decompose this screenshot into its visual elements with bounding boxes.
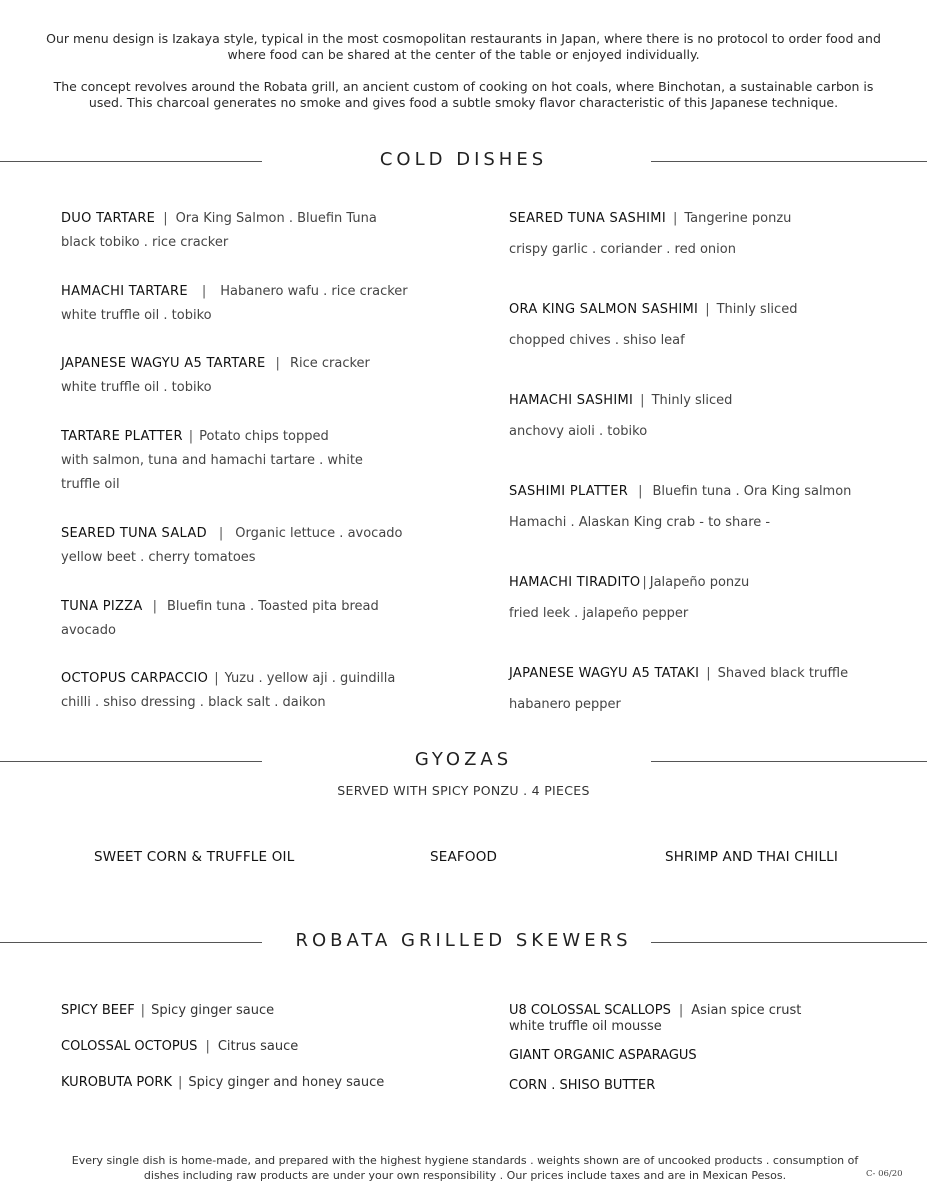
separator: | [163,211,168,226]
menu-item-hamachi-tiradito [509,571,889,626]
gyoza-item-shrimp: SHRIMP AND THAI CHILLI [665,849,839,865]
separator: | [177,1075,183,1090]
item-name: HAMACHI TARTARE [61,284,188,299]
item-name: SPICY BEEF [61,1003,135,1018]
item-name: HAMACHI SASHIMI [509,393,634,408]
item-name: CORN . SHISO BUTTER [509,1078,656,1093]
menu-item-duo-tartare [61,207,421,255]
item-name: U8 COLOSSAL SCALLOPS [509,1003,671,1018]
item-desc: Jalapeño ponzu [649,575,750,590]
menu-item-hamachi-tartare [61,280,421,328]
item-name: DUO TARTARE [61,211,156,226]
separator: | [275,356,280,371]
robata-title: ROBATA GRILLED SKEWERS [295,930,632,951]
cold-dishes-header [0,149,927,191]
item-name: SEARED TUNA SASHIMI [509,211,666,226]
separator: | [706,666,711,681]
item-name: KUROBUTA PORK [61,1075,172,1090]
item-desc: Spicy ginger sauce [151,1003,275,1018]
item-desc-line2: anchovy aioli . tobiko [509,424,648,439]
skewer-giant-asparagus [509,1048,697,1064]
item-desc: Citrus sauce [217,1039,299,1054]
menu-item-tuna-pizza [61,595,421,643]
menu-item-ora-king-salmon-sashimi [509,298,889,353]
divider-right [651,761,927,762]
item-desc-line2: white truffle oil mousse [509,1019,662,1034]
skewer-colossal-scallops [509,1003,801,1035]
skewer-corn-shiso-butter [509,1078,655,1094]
item-desc: Habanero wafu . rice cracker [220,284,408,299]
skewer-spicy-beef [61,1003,274,1019]
item-desc: Potato chips topped [199,429,329,444]
item-desc: Asian spice crust [691,1003,802,1018]
item-desc: Ora King Salmon . Bluefin Tuna [175,211,377,226]
item-desc: Organic lettuce . avocado [235,526,403,541]
item-name: ORA KING SALMON SASHIMI [509,302,699,317]
menu-code: C- 06/20 [866,1169,903,1179]
item-name: SASHIMI PLATTER [509,484,629,499]
skewer-colossal-octopus [61,1039,298,1055]
item-desc-line2: with salmon, tuna and hamachi tartare . white truffle oil [61,453,363,492]
item-name: JAPANESE WAGYU A5 TARTARE [61,356,266,371]
item-desc-line2: crispy garlic . coriander . red onion [509,242,736,257]
separator: | [201,284,207,299]
gyoza-item-sweet-corn: SWEET CORN & TRUFFLE OIL [94,849,295,865]
separator: | [642,575,647,590]
item-desc: Shaved black truffle [717,666,849,681]
item-name: TARTARE PLATTER [61,429,183,444]
menu-item-sashimi-platter [509,480,889,535]
item-desc-line2: Hamachi . Alaskan King crab - to share - [509,515,771,530]
item-name: SEARED TUNA SALAD [61,526,207,541]
item-desc: Spicy ginger and honey sauce [188,1075,385,1090]
item-desc-line2: white truffle oil . tobiko [61,308,212,323]
item-desc-line2: black tobiko . rice cracker [61,235,229,250]
intro-paragraph-2: The concept revolves around the Robata grill, an ancient custom of cooking on hot coals, where Binchotan, a sustainable carbon is used. This charcoal generates no smoke and gives food a subtle smoky flavor characteristic of this Japanese technique. [53,79,874,110]
menu-item-wagyu-tartare [61,352,421,400]
item-name: HAMACHI TIRADITO [509,575,641,590]
item-desc-line2: chilli . shiso dressing . black salt . daikon [61,695,326,710]
item-desc: Bluefin tuna . Ora King salmon [652,484,852,499]
skewer-kurobuta-pork [61,1075,384,1091]
cold-dishes-title: COLD DISHES [379,149,548,170]
separator: | [152,599,157,614]
separator: | [640,393,645,408]
item-desc: Thinly sliced [716,302,798,317]
separator: | [140,1003,146,1018]
item-desc-line2: avocado [61,623,116,638]
divider-right [651,161,927,162]
separator: | [214,671,219,686]
menu-item-hamachi-sashimi [509,389,889,444]
intro-text [40,31,887,111]
item-name: OCTOPUS CARPACCIO [61,671,209,686]
item-desc-line2: yellow beet . cherry tomatoes [61,550,256,565]
item-desc: Rice cracker [289,356,370,371]
menu-item-seared-tuna-sashimi [509,207,889,262]
item-name: TUNA PIZZA [61,599,143,614]
item-desc: Thinly sliced [651,393,733,408]
footer-disclaimer: Every single dish is home-made, and prepared with the highest hygiene standards . weights shown are of uncooked products . consumption of dishes including raw products are under your own responsibility . Our prices include taxes and are in Mexican Pesos. [71,1154,859,1182]
separator: | [188,429,194,444]
item-desc: Yuzu . yellow aji . guindilla [224,671,396,686]
intro-paragraph-1: Our menu design is Izakaya style, typical in the most cosmopolitan restaurants in Japan, where there is no protocol to order food and where food can be shared at the center of the table or enjoyed individually. [46,31,881,62]
separator: | [205,1039,210,1054]
item-desc: Bluefin tuna . Toasted pita bread [166,599,379,614]
item-name: GIANT ORGANIC ASPARAGUS [509,1048,697,1063]
separator: | [218,526,224,541]
item-desc-line2: chopped chives . shiso leaf [509,333,685,348]
item-desc-line2: habanero pepper [509,697,621,712]
item-name: COLOSSAL OCTOPUS [61,1039,198,1054]
item-desc-line2: fried leek . jalapeño pepper [509,606,689,621]
robata-header [0,930,927,972]
gyozas-title: GYOZAS [414,749,513,770]
menu-item-wagyu-tataki [509,662,909,717]
item-desc-line2: white truffle oil . tobiko [61,380,212,395]
item-desc: Tangerine ponzu [684,211,792,226]
gyoza-item-seafood: SEAFOOD [430,849,498,865]
gyozas-subtitle: SERVED WITH SPICY PONZU . 4 PIECES [337,783,590,798]
separator: | [678,1003,684,1018]
menu-item-seared-tuna-salad [61,522,421,570]
separator: | [672,211,678,226]
item-name: JAPANESE WAGYU A5 TATAKI [509,666,700,681]
separator: | [638,484,643,499]
divider-right [651,942,927,943]
separator: | [705,302,710,317]
menu-item-tartare-platter [61,425,406,497]
menu-item-octopus-carpaccio [61,667,421,715]
